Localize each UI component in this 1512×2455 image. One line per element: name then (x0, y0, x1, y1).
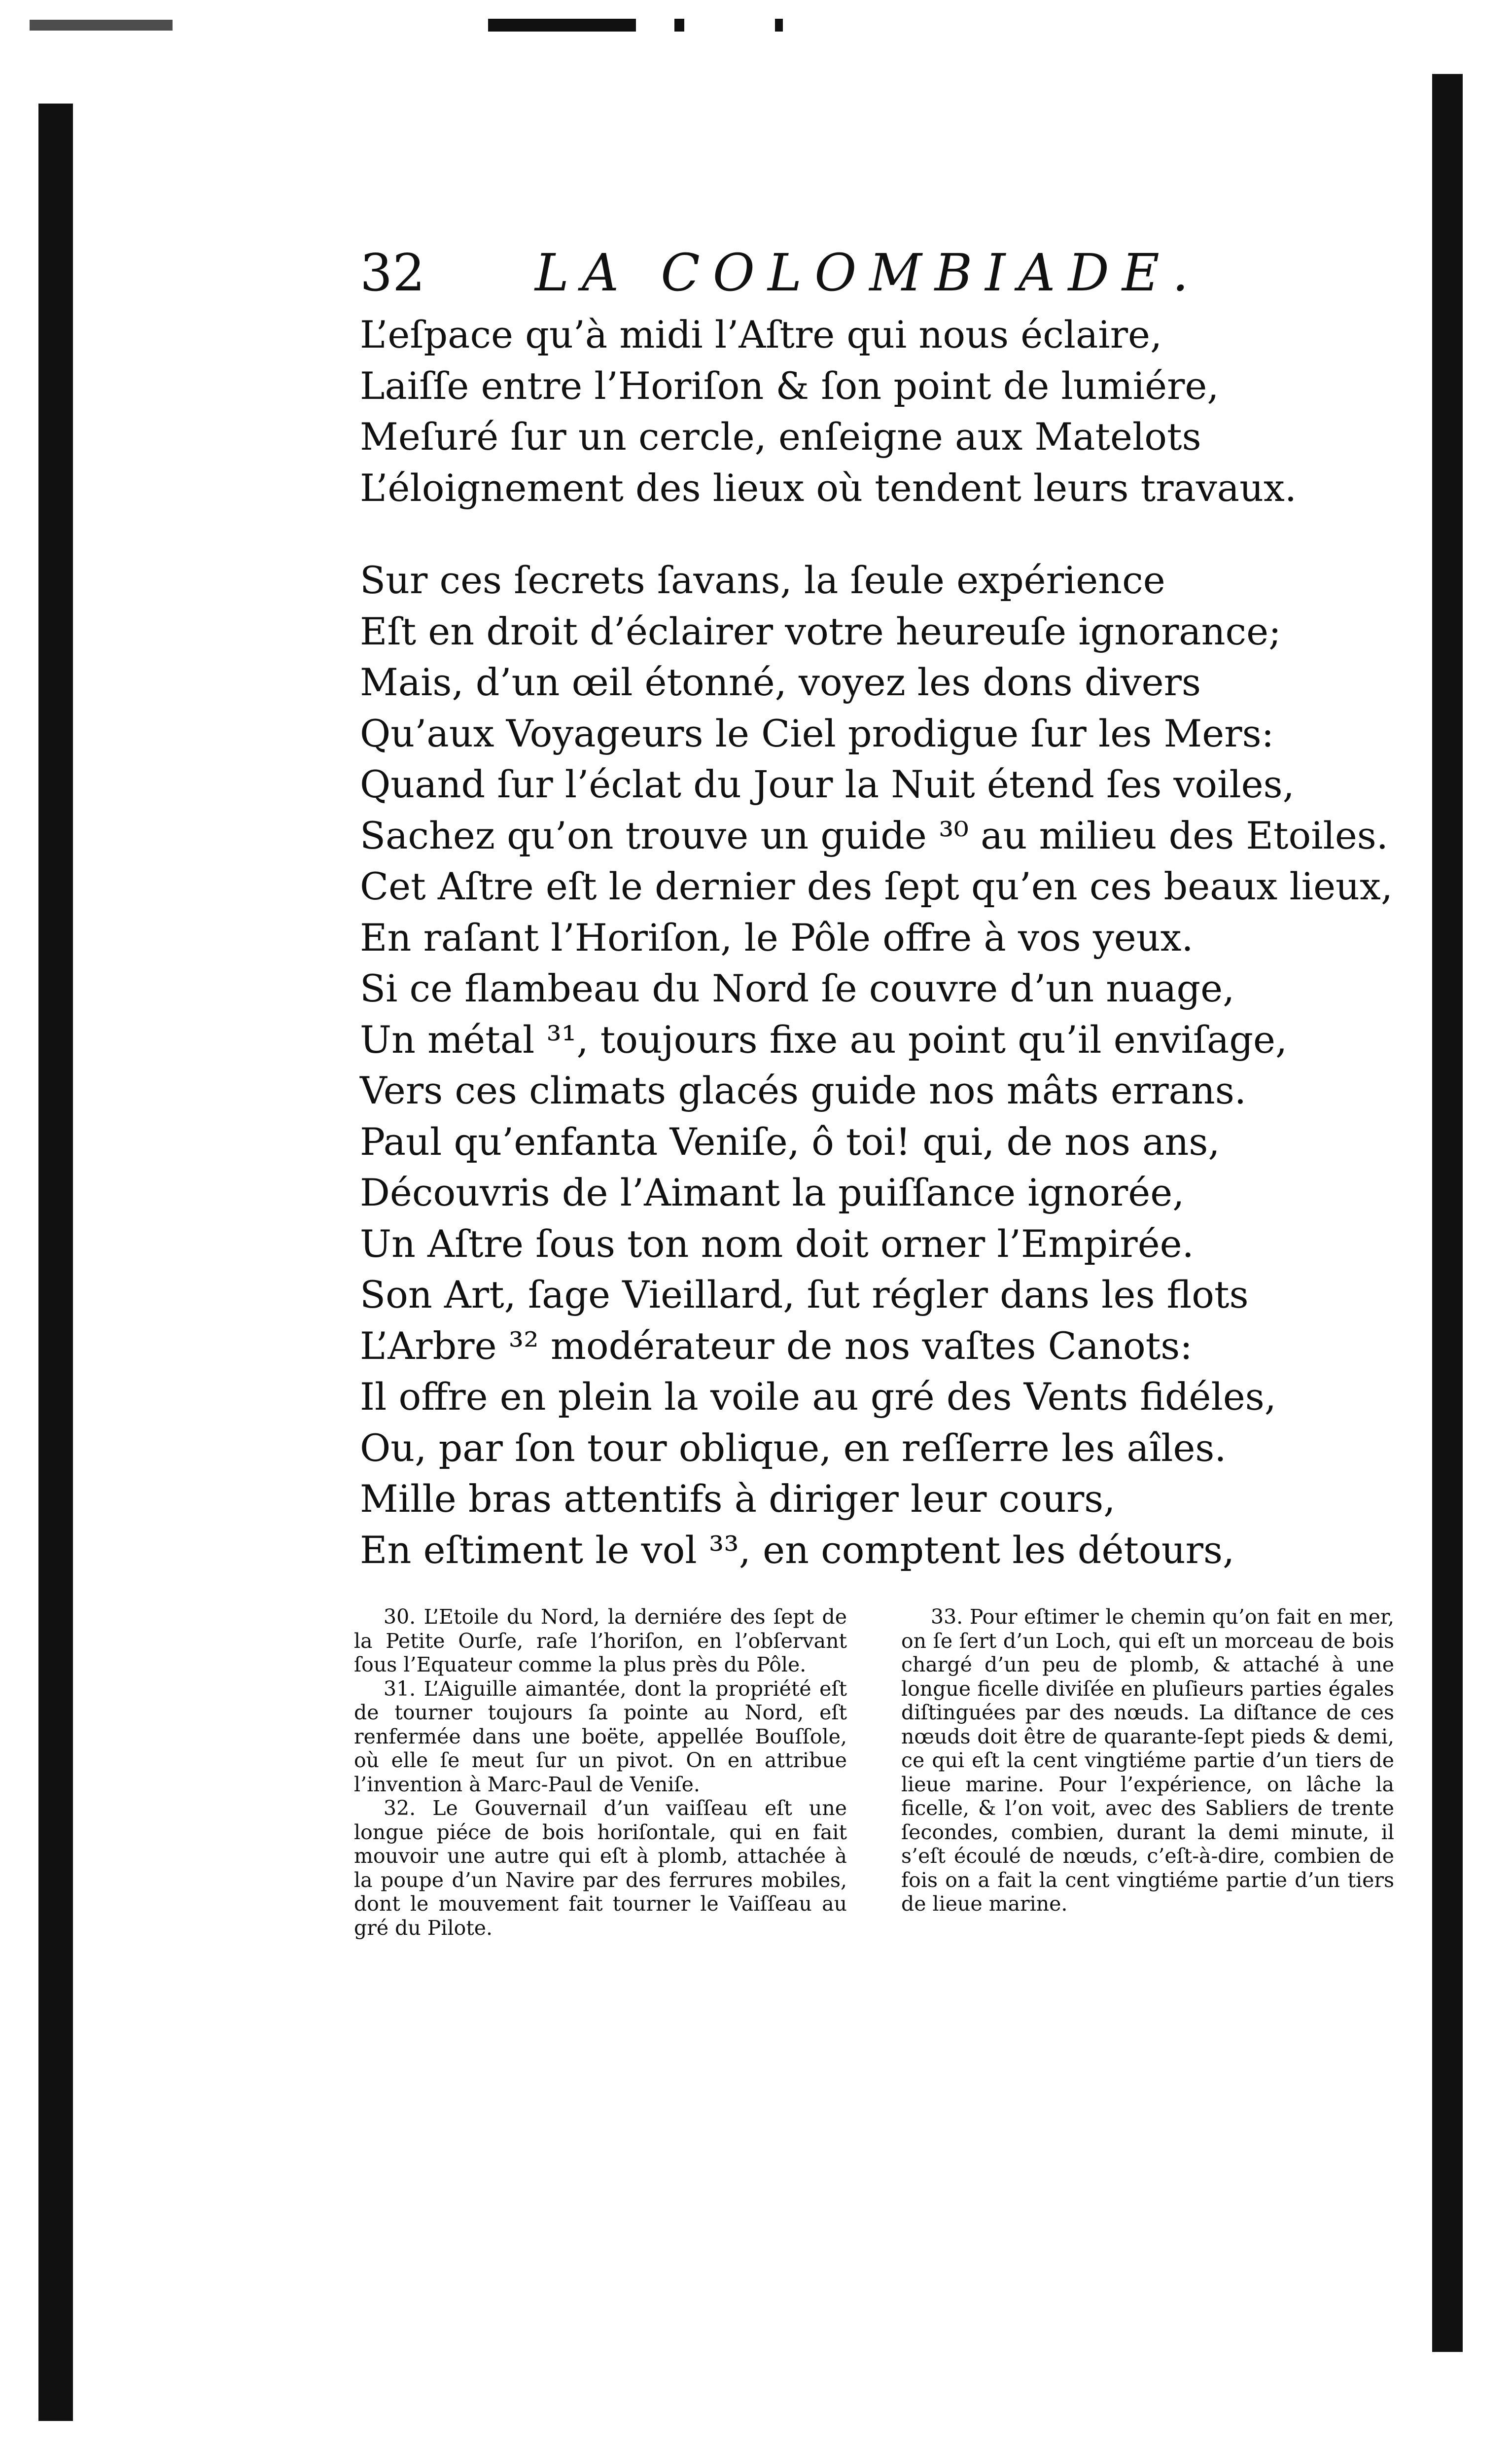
verse-line: Sachez qu’on trouve un guide ³⁰ au milieu des Etoiles. (360, 813, 1388, 857)
verse-line: Eſt en droit d’éclairer votre heureuſe ignorance; (360, 609, 1281, 653)
verse-line: Mille bras attentifs à diriger leur cours, (360, 1477, 1116, 1521)
verse-line: Mais, d’un œil étonné, voyez les dons divers (360, 660, 1201, 704)
stanza-2 (360, 555, 1393, 1575)
scan-mark-top-dot-1 (674, 19, 684, 32)
scan-mark-top-dot-2 (775, 19, 783, 32)
verse-line: En raſant l’Horiſon, le Pôle offre à vos yeux. (360, 915, 1194, 960)
verse-line: Découvris de l’Aimant la puiſſance ignorée, (360, 1171, 1185, 1214)
page-header (360, 236, 1297, 310)
verse-line: Paul qu’enfanta Veniſe, ô toi! qui, de nos ans, (360, 1119, 1220, 1164)
verse-line: Quand ſur l’éclat du Jour la Nuit étend ſes voiles, (360, 762, 1295, 806)
stanza-1 (360, 309, 1321, 513)
footnote-33: 33. Pour eſtimer le chemin qu’on fait en mer, on ſe ſert d’un Loch, qui eſt un morceau de bois chargé d’un peu de plomb, & attaché à une longue ficelle diviſée en pluſieurs parties égales diſtinguées par des nœuds. La diſtance de ces nœuds doit être de quarante-ſept pieds & demi, ce qui eſt la cent vingtiéme partie d’un tiers de lieue marine. Pour l’expérience, on lâche la ficelle, & l’on voit, avec des Sabliers de trente ſecondes, combien, durant la demi minute, il s’eſt écoulé de nœuds, c’eſt-à-dire, combien de fois on a fait la cent vingtiéme partie d’un tiers de lieue marine. (901, 1605, 1394, 1916)
verse-body (360, 309, 1393, 1575)
verse-line: Meſuré ſur un cercle, enſeigne aux Matelots (360, 415, 1201, 459)
verse-line: Si ce flambeau du Nord ſe couvre d’un nuage, (360, 966, 1235, 1010)
scan-mark-top-center (488, 19, 636, 32)
verse-line: Son Art, ſage Vieillard, ſut régler dans les flots (360, 1273, 1249, 1316)
verse-line: En eſtiment le vol ³³, en comptent les détours, (360, 1528, 1235, 1572)
verse-line: Sur ces ſecrets ſavans, la ſeule expérience (360, 558, 1165, 602)
running-head: LA COLOMBIADE. (535, 243, 1201, 303)
verse-line: Un métal ³¹, toujours fixe au point qu’il enviſage, (360, 1017, 1288, 1062)
verse-line: Qu’aux Voyageurs le Ciel prodigue ſur les Mers: (360, 711, 1274, 755)
verse-line: L’eſpace qu’à midi l’Aſtre qui nous éclaire, (360, 313, 1162, 356)
verse-line: Il offre en plein la voile au gré des Vents fidéles, (360, 1375, 1276, 1419)
verse-line: Laiſſe entre l’Horiſon & ſon point de lumiére, (360, 363, 1219, 408)
verse-line: Un Aſtre ſous ton nom doit orner l’Empirée. (360, 1221, 1194, 1266)
footnote-32: 32. Le Gouvernail d’un vaiſſeau eſt une longue piéce de bois horiſontale, qui en fait mouvoir une autre qui eſt à plomb, attachée à la poupe d’un Navire par des ferrures mobiles, dont le mouvement fait tourner le Vaiſſeau au gré du Pilote. (354, 1796, 847, 1940)
footnote-31: 31. L’Aiguille aimantée, dont la propriété eſt de tourner toujours ſa pointe au Nord, eſt renfermée dans une boëte, appellée Bouſſole, où elle ſe meut ſur un pivot. On en attribue l’invention à Marc-Paul de Veniſe. (354, 1676, 847, 1796)
scan-mark-top-left (30, 20, 173, 31)
verse-line: Ou, par ſon tour oblique, en reſſerre les aîles. (360, 1425, 1227, 1470)
scan-edge-right (1432, 74, 1463, 2352)
page-number: 32 (360, 243, 425, 303)
verse-line: Vers ces climats glacés guide nos mâts errans. (360, 1068, 1246, 1112)
verse-line: Cet Aſtre eſt le dernier des ſept qu’en ces beaux lieux, (360, 864, 1393, 908)
verse-line: L’éloignement des lieux où tendent leurs travaux. (360, 465, 1297, 510)
footnote-30: 30. L’Etoile du Nord, la derniére des ſept de la Petite Ourſe, raſe l’horiſon, en l’obſervant ſous l’Equateur comme la plus près du Pôle. (354, 1605, 847, 1676)
footnotes-right-column (901, 1605, 1394, 1916)
verse-line: L’Arbre ³² modérateur de nos vaſtes Canots: (360, 1323, 1193, 1368)
scan-edge-left (38, 104, 73, 2421)
footnotes-left-column (354, 1605, 847, 1940)
